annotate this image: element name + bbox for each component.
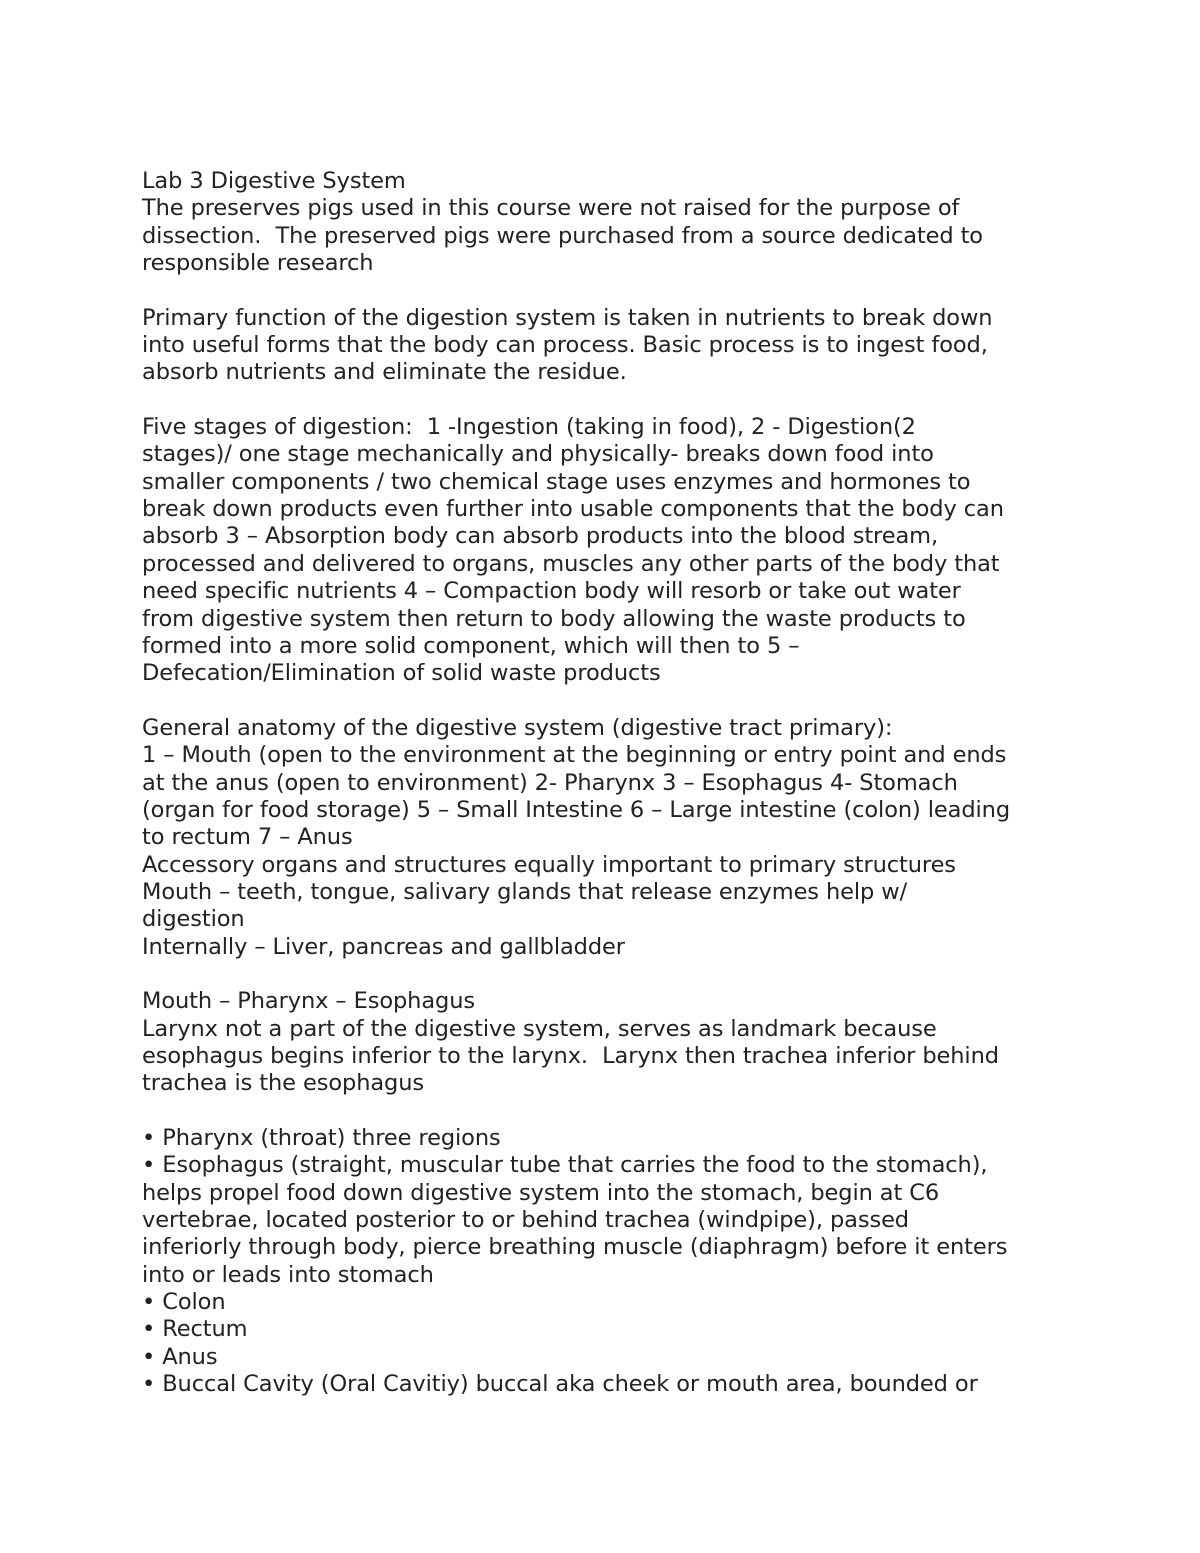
text-line: (organ for food storage) 5 – Small Intestine 6 – Large intestine (colon) leading bbox=[142, 796, 1011, 823]
mouth-paragraph bbox=[142, 988, 1072, 1097]
function-paragraph bbox=[142, 305, 1072, 387]
list-item: • Pharynx (throat) three regions bbox=[142, 1125, 501, 1152]
paragraph-spacer bbox=[142, 1098, 1072, 1125]
text-line: absorb 3 – Absorption body can absorb products into the blood stream, bbox=[142, 523, 939, 550]
stages-paragraph bbox=[142, 414, 1072, 687]
paragraph-spacer bbox=[142, 688, 1072, 715]
text-line: from digestive system then return to body allowing the waste products to bbox=[142, 605, 966, 632]
text-line: Primary function of the digestion system is taken in nutrients to break down bbox=[142, 304, 993, 331]
list-item: helps propel food down digestive system into the stomach, begin at C6 bbox=[142, 1179, 940, 1206]
text-line: into useful forms that the body can process. Basic process is to ingest food, bbox=[142, 332, 988, 359]
text-line: trachea is the esophagus bbox=[142, 1070, 425, 1097]
text-line: 1 – Mouth (open to the environment at the beginning or entry point and ends bbox=[142, 742, 1007, 769]
text-line: at the anus (open to environment) 2- Pharynx 3 – Esophagus 4- Stomach bbox=[142, 769, 958, 796]
text-line: Five stages of digestion: 1 -Ingestion (taking in food), 2 - Digestion(2 bbox=[142, 414, 916, 441]
list-item: inferiorly through body, pierce breathing muscle (diaphragm) before it enters bbox=[142, 1234, 1008, 1261]
text-line: The preserves pigs used in this course were not raised for the purpose of bbox=[142, 195, 960, 222]
document-title: Lab 3 Digestive System bbox=[142, 168, 406, 194]
text-line: responsible research bbox=[142, 250, 374, 277]
list-item: • Esophagus (straight, muscular tube that carries the food to the stomach), bbox=[142, 1152, 988, 1179]
paragraph-spacer bbox=[142, 387, 1072, 414]
text-line: absorb nutrients and eliminate the residue. bbox=[142, 359, 627, 386]
text-line: Internally – Liver, pancreas and gallbladder bbox=[142, 933, 625, 960]
list-item: • Buccal Cavity (Oral Cavitiy) buccal aka cheek or mouth area, bounded or bbox=[142, 1371, 978, 1398]
intro-paragraph bbox=[142, 195, 1072, 277]
bullet-list bbox=[142, 1125, 1072, 1398]
text-line: Mouth – teeth, tongue, salivary glands that release enzymes help w/ bbox=[142, 878, 908, 905]
text-line: Mouth – Pharynx – Esophagus bbox=[142, 988, 475, 1015]
text-line: digestion bbox=[142, 906, 245, 933]
paragraph-spacer bbox=[142, 961, 1072, 988]
list-item: vertebrae, located posterior to or behind trachea (windpipe), passed bbox=[142, 1207, 909, 1234]
list-item: • Anus bbox=[142, 1343, 218, 1370]
text-line: dissection. The preserved pigs were purchased from a source dedicated to bbox=[142, 222, 983, 249]
text-line: need specific nutrients 4 – Compaction body will resorb or take out water bbox=[142, 578, 961, 605]
list-item: • Rectum bbox=[142, 1316, 248, 1343]
document-page bbox=[142, 168, 1072, 1398]
text-line: stages)/ one stage mechanically and physically- breaks down food into bbox=[142, 441, 934, 468]
text-line: break down products even further into usable components that the body can bbox=[142, 496, 1004, 523]
text-line: Accessory organs and structures equally important to primary structures bbox=[142, 851, 956, 878]
text-line: smaller components / two chemical stage uses enzymes and hormones to bbox=[142, 468, 971, 495]
anatomy-paragraph bbox=[142, 715, 1072, 961]
text-line: esophagus begins inferior to the larynx. Larynx then trachea inferior behind bbox=[142, 1043, 999, 1069]
text-line: Defecation/Elimination of solid waste products bbox=[142, 660, 661, 687]
list-item: • Colon bbox=[142, 1289, 226, 1316]
paragraph-spacer bbox=[142, 277, 1072, 304]
text-line: formed into a more solid component, which will then to 5 – bbox=[142, 632, 800, 659]
text-line: processed and delivered to organs, muscles any other parts of the body that bbox=[142, 550, 1000, 577]
list-item: into or leads into stomach bbox=[142, 1261, 434, 1288]
text-line: General anatomy of the digestive system (digestive tract primary): bbox=[142, 714, 893, 741]
text-line: Larynx not a part of the digestive system, serves as landmark because bbox=[142, 1015, 937, 1042]
text-line: to rectum 7 – Anus bbox=[142, 824, 353, 851]
